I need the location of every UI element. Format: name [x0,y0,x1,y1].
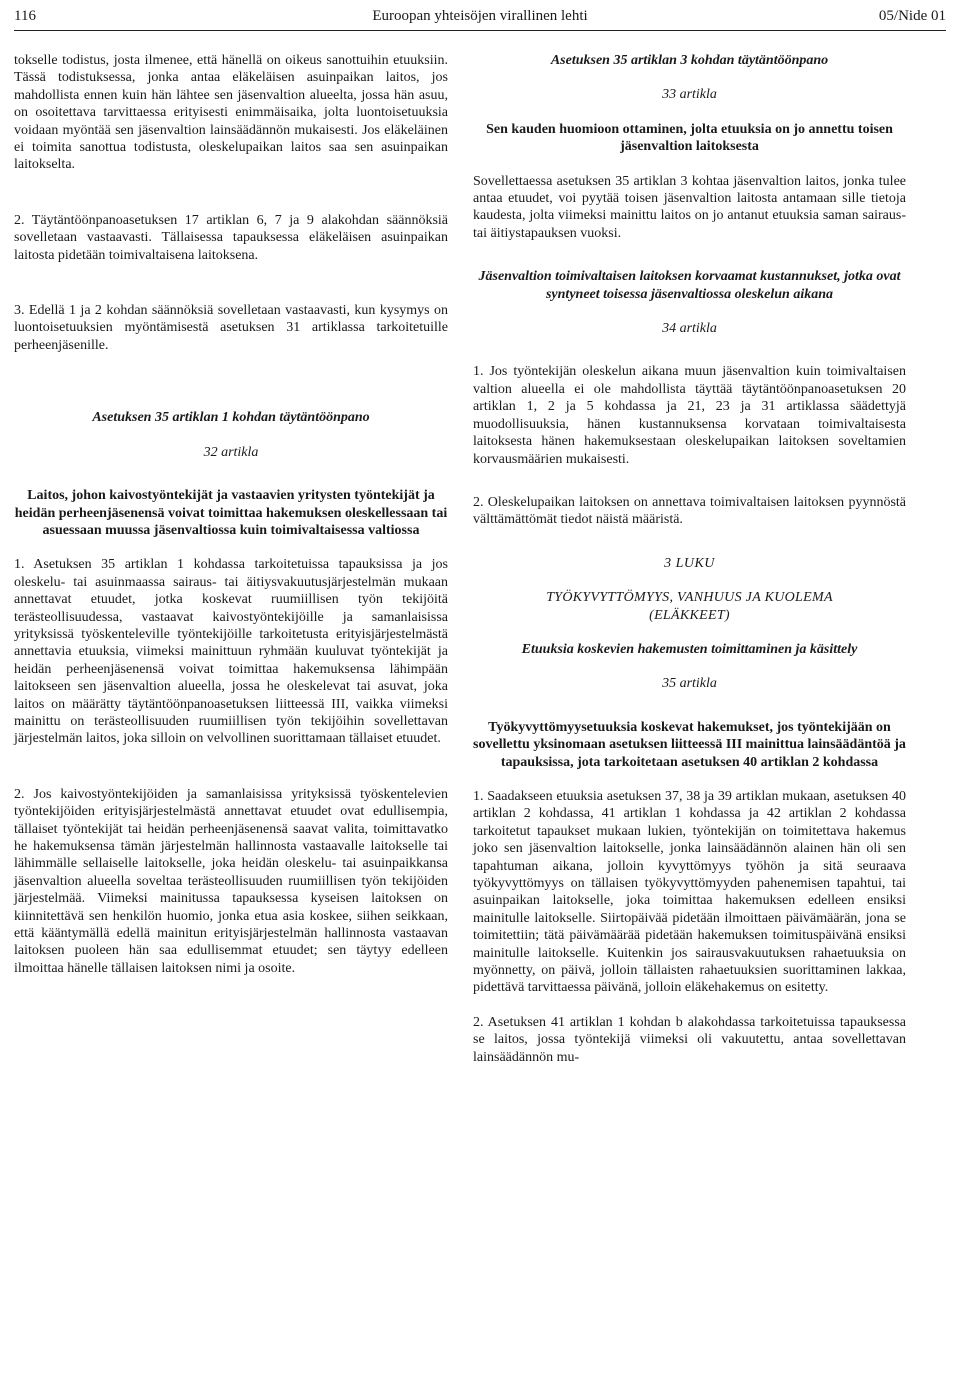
chapter-heading: 3 LUKU [664,555,715,571]
left-column [14,52,448,977]
paragraph-3: 3. Edellä 1 ja 2 kohdan säännöksiä sovelletaan vastaavasti, kun kysymys on luontoisetuuksien myöntämisestä asetuksen 31 artiklassa tarkoitetuille perheenjäsenille. [14,303,448,353]
section-heading-applications: Etuuksia koskevien hakemusten toimittaminen ja käsittely [521,641,858,657]
article-35-heading: 35 artikla [662,676,717,692]
article-33-paragraph: Sovellettaessa asetuksen 35 artiklan 3 kohtaa jäsenvaltion laitos, jonka tulee antaa etuudet, voi pyytää toisen jäsenvaltion laitosta antamaan sille tietoja kaudesta, jolta viimeksi mainittu laitos on jo antanut etuuksia saman sairaus- tai äitiystapauksen vuoksi. [473,173,906,241]
article-35-title: Työkyvyttömyysetuuksia koskevat hakemukset, jos työntekijään on sovellettu yksinomaan asetuksen liitteessä III mainittua lainsäädäntöä ja tapauksissa, jota tarkoitetaan asetuksen 40 artiklan 2 kohdassa [473,719,906,770]
article-34-heading: 34 artikla [662,321,717,337]
article-33-title: Sen kauden huomioon ottaminen, jolta etuuksia on jo annettu toisen jäsenvaltion laitoksesta [486,121,893,155]
section-heading-costs: Jäsenvaltion toimivaltaisen laitoksen korvaamat kustannukset, jotka ovat syntyneet toisessa jäsenvaltiossa oleskelun aikana [478,269,901,302]
section-heading-35-3: Asetuksen 35 artiklan 3 kohdan täytäntöönpano [550,53,829,68]
article-32-title: Laitos, johon kaivostyöntekijät ja vastaavien yritysten työntekijät ja heidän perheenjäsenensä voivat toimittaa hakemuksen oleskellessaan tai asuessaan muussa jäsenvaltiossa kuin toimivaltaisessa valtiossa [14,488,448,538]
article-34-paragraph-1: 1. Jos työntekijän oleskelun aikana muun jäsenvaltion kuin toimivaltaisen valtion alueella ei ole mahdollista täyttää täytäntöönpanoasetuksen 20 artiklan 1, 2 ja 5 kohdassa ja 21, 23 ja 31 artiklassa säädettyjä muodollisuuksia, hänen kustannuksensa korvataan toimivaltaisesta laitoksesta hänen hakemuksestaan oleskelupaikan laitoksen soveltamien korvausmäärien mukaisesti. [473,364,906,467]
publication-title: Euroopan yhteisöjen virallinen lehti [372,8,588,24]
section-heading-35-1: Asetuksen 35 artiklan 1 kohdan täytäntöönpano [92,410,370,426]
article-32-heading: 32 artikla [203,444,259,460]
article-35-paragraph-2: 2. Asetuksen 41 artiklan 1 kohdan b alakohdassa tarkoitetuissa tapauksessa se laitos, jossa työntekijä viimeksi oli vakuutettu, antaa sovellettavan lainsäädännön mu- [473,1014,906,1065]
article-33-heading: 33 artikla [662,87,717,103]
article-35-paragraph-1: 1. Saadakseen etuuksia asetuksen 37, 38 ja 39 artiklan mukaan, asetuksen 40 artiklan 2 kohdassa, 41 artiklan 1 kohdassa ja 42 artiklan 2 kohdassa tarkoitetut tapaukset mukaan lukien, työntekijän on toimitettava hakemus joko sen jäsenvaltion laitokselle, jonka lainsäädännön alainen hän oli sen tapahtuman aikana, jolloin kyvyttömyys työhön ja sitä seuraava työkyvyttömyys on tällaisen työkyvyttömyyden pahenemisen tapahtui, tai asuinpaikan laitokselle, joka toimittaa hakemuksen edelleen ensiksi mainitulle laitokselle. Siirtopäivää pidetään ilmoittaen päivämäärän, jona se toimitettiin; tätä päivämäärää pidetään hakemuksen toimituspäivänä ensiksi mainitulle laitokselle. Kuitenkin jos sairausvakuutuksen rahaetuuksia on myönnetty, on päivä, jolloin tällaisten rahaetuuksien suorittaminen lakkaa, pidettävä tarvittaessa päivänä, jolloin eläkehakemus on esitetty. [473,788,906,996]
article-32-paragraph-1: 1. Asetuksen 35 artiklan 1 kohdassa tarkoitetuissa tapauksissa ja jos oleskelu- tai asuinmaassa sairaus- tai äitiysvakuutusjärjestelmän mukaan annettavat etuudet, jotka koskevat ruumiillisen työn tekijöitä terästeollisuudessa, vastaavat kaivostyöntekijöille ja samanlaisissa yrityksissä työskenteleville työntekijöille tarkoitetusta erityisjärjestelmästä annettavia etuuksia, viimeksi mainittuun ryhmään kuuluvat työntekijät ja heidän perheenjäsenensä voivat toimittaa hakemuksensa lähimpään laitokseen sen jäsenvaltion alueella, jossa he oleskelevat tai asuvat, joka laitos on määrätty täytäntöönpanoasetuksen liitteessä III, vaikka viimeksi mainittu on terästeollisuuden ruumiillisen työn tekijöihin sovellettavan järjestelmän laitos, joka silloin on velvollinen suorittamaan tällaiset etuudet. [14,557,448,747]
right-column [473,52,906,1066]
page-number: 116 [14,8,36,24]
article-32-paragraph-2: 2. Jos kaivostyöntekijöiden ja samanlaisissa yrityksissä työskentelevien työntekijöiden erityisjärjestelmästä annettavat etuudet ovat edullisempia, tällaiset työntekijät tai heidän perheenjäsenensä saavat valita, toimittavatko he hakemuksensa tämän järjestelmän hallinnosta vastaavalle laitokselle tai lähimmälle sellaiselle laitokselle, joka heidän oleskelu- tai asuinpaikkansa jäsenvaltion alueella soveltaa terästeollisuuden ruumiillisen työn tekijöiden järjestelmää. Viimeksi mainitussa tapauksessa kyseisen laitoksen on kiinnitettävä sen henkilön huomio, jonka etua asia koskee, siihen seikkaan, että kääntymällä edellä mainitun erityisjärjestelmän hallinnosta vastaavan laitoksen puoleen hän saa edullisemmat etuudet; sen täytyy edelleen ilmoittaa hänelle tällaisen laitoksen nimi ja osoite. [14,786,448,976]
chapter-title-line-2: (ELÄKKEET) [649,607,730,623]
article-34-paragraph-2: 2. Oleskelupaikan laitoksen on annettava toimivaltaisen laitoksen pyynnöstä välttämättömät tiedot näistä määristä. [473,494,906,528]
volume-label: 05/Nide 01 [878,8,946,24]
page-header [14,4,946,31]
paragraph-2: 2. Täytäntöönpanoasetuksen 17 artiklan 6, 7 ja 9 alakohdan säännöksiä sovelletaan vastaavasti. Tällaisessa tapauksessa eläkeläisen asuinpaikan laitosta pidetään toimivaltaisena laitoksena. [14,212,448,263]
paragraph-continued: tokselle todistus, josta ilmenee, että hänellä on oikeus sanottuihin etuuksiin. Tässä todistuksessa, jonka antaa eläkeläisen asuinpaikan laitos, jos mahdollista ennen kuin hän lähtee sen jäsenvaltion alueelta, jossa hän asuu, on osoitettava tarvittaessa erityisesti enimmäisaika, jolta luontoisetuuksia voidaan myöntää sen jäsenvaltion lainsäädännön mukaisesti. Jos eläkeläinen ei toimita sanottua todistusta, oleskelupaikan laitos saa sen asuinpaikan laitokselta. [14,53,448,173]
chapter-title-line-1: TYÖKYVYTTÖMYYS, VANHUUS JA KUOLEMA [546,590,833,606]
